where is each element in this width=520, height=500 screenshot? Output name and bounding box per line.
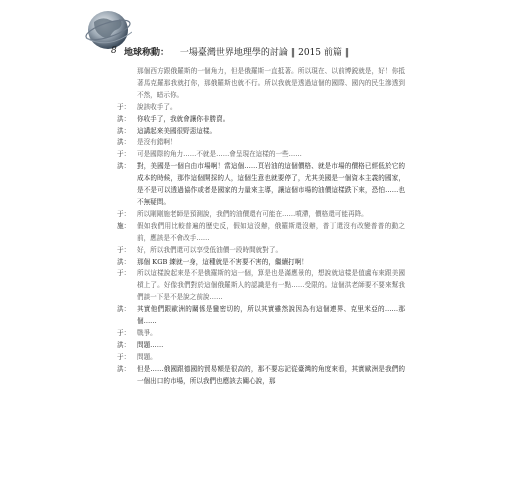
speaker-label: 于： [117,328,131,337]
speaker-label: 洪： [117,162,131,171]
dialogue-text: 這講起來美國很野惡這樣。 [137,126,217,135]
dialogue-text: 其實他們跟歐洲的關係是蠻密切的，所以其實雖然說因為有這個連界、克里米亞的……那個…… [137,305,405,326]
dialogue-paragraph [117,328,405,340]
dialogue-paragraph [117,364,405,388]
dialogue-paragraph [117,102,405,114]
dialogue-text: 你收手了，我就會讓你非勝賣。 [137,114,230,123]
book-subtitle: 一場臺灣世界地理學的討論 ‖ 2015 前篇 ‖ [179,48,350,58]
dialogue-text: 是沒有錯啊！ [137,138,177,147]
dialogue-paragraph [117,340,405,352]
dialogue-paragraph [117,221,405,245]
dialogue-text: 問題…… [137,340,164,349]
dialogue-paragraph [117,137,405,149]
dialogue-text: 所以這樣說起來是不是俄羅斯的這一個，算是也是滿應景的，想說就這樣是值盧布來跟美國槓上了。好像我們對於這個俄羅斯人的認識是有一點……受限的。這個洪老師要不要來幫我們談一下是不是說之前說…… [137,269,405,302]
speaker-label: 于： [117,102,131,111]
dialogue-paragraph [117,304,405,328]
dialogue-text: 戰爭。 [137,328,157,337]
running-head [124,45,349,58]
dialogue-paragraph [117,245,405,257]
dialogue-text: 說該收手了。 [137,102,177,111]
dialogue-paragraph [117,161,405,209]
dialogue-paragraph [117,66,405,102]
dialogue-text: 假如我們用比較普遍的歷史反，假如這沒辦，俄羅斯還沒辦，普丁還沒有改變普普的動之前，應該是不會改手…… [137,221,405,242]
dialogue-paragraph [117,209,405,221]
dialogue-text: 好，所以我們還可以享受低油價一段時間就對了。 [137,245,283,254]
dialogue-paragraph [117,352,405,364]
dialogue-text: 所以剛剛施老師是預測說，我們的油價還有可能在……噴滯，價格還可能再降。 [137,209,368,218]
speaker-label: 于： [117,245,131,254]
speaker-label: 洪： [117,138,131,147]
dialogue-paragraph [117,257,405,269]
speaker-label: 洪： [117,114,131,123]
dialogue-text: 可是國際的角力……不就是……會呈現在這樣的一些…… [137,150,302,159]
speaker-label: 于： [117,269,131,278]
speaker-label: 施： [117,221,131,230]
page-number: 8 [111,46,117,56]
transcript-body [117,66,405,387]
speaker-label: 洪： [117,364,131,373]
dialogue-text: 那個 KGB 練就一身，這種就是不害要不害的，繼續打啊！ [137,257,308,266]
dialogue-paragraph [117,149,405,161]
book-title: 地球称動： [124,48,170,58]
dialogue-paragraph [117,126,405,138]
speaker-label: 于： [117,352,131,361]
speaker-label: 洪： [117,257,131,266]
dialogue-text: 那個西方跟俄羅斯的一個角力，但是俄羅斯一直抵著。所以現在、以前博鋭就是，好！你抵著馬克羅那我就打你，那俄羅斯也就不行。所以我就是透過這個的國際、國內的民生滲透到不然，暗示你。 [137,67,405,99]
speaker-label: 于： [117,150,131,159]
page-header [0,0,520,62]
speaker-label: 洪： [117,340,131,349]
speaker-label: 于： [117,209,131,218]
dialogue-text: 問題。 [137,352,157,361]
dialogue-paragraph [117,114,405,126]
speaker-label: 洪： [117,126,131,135]
dialogue-text: 對，美國是一個自由市場啊！當這個……頁岩油的這個價格、就是市場的價格已經低於它的成本的時候，那作這個開採的人，這個生意也就要停了，尤其美國是一個資本主義的國家，是不是可以透過協作或者是國家的力量來主導，讓這個市場的油價這樣跌下來，恐怕……也不無疑問。 [137,162,405,206]
dialogue-paragraph [117,268,405,304]
dialogue-text: 但是……俄國跟德國的貿易額是很高的，那不要忘記從臺灣的角度來看，其實歐洲是我們的一個出口的市場，所以我們也應該去關心說，那 [137,364,405,385]
speaker-label: 洪： [117,305,131,314]
